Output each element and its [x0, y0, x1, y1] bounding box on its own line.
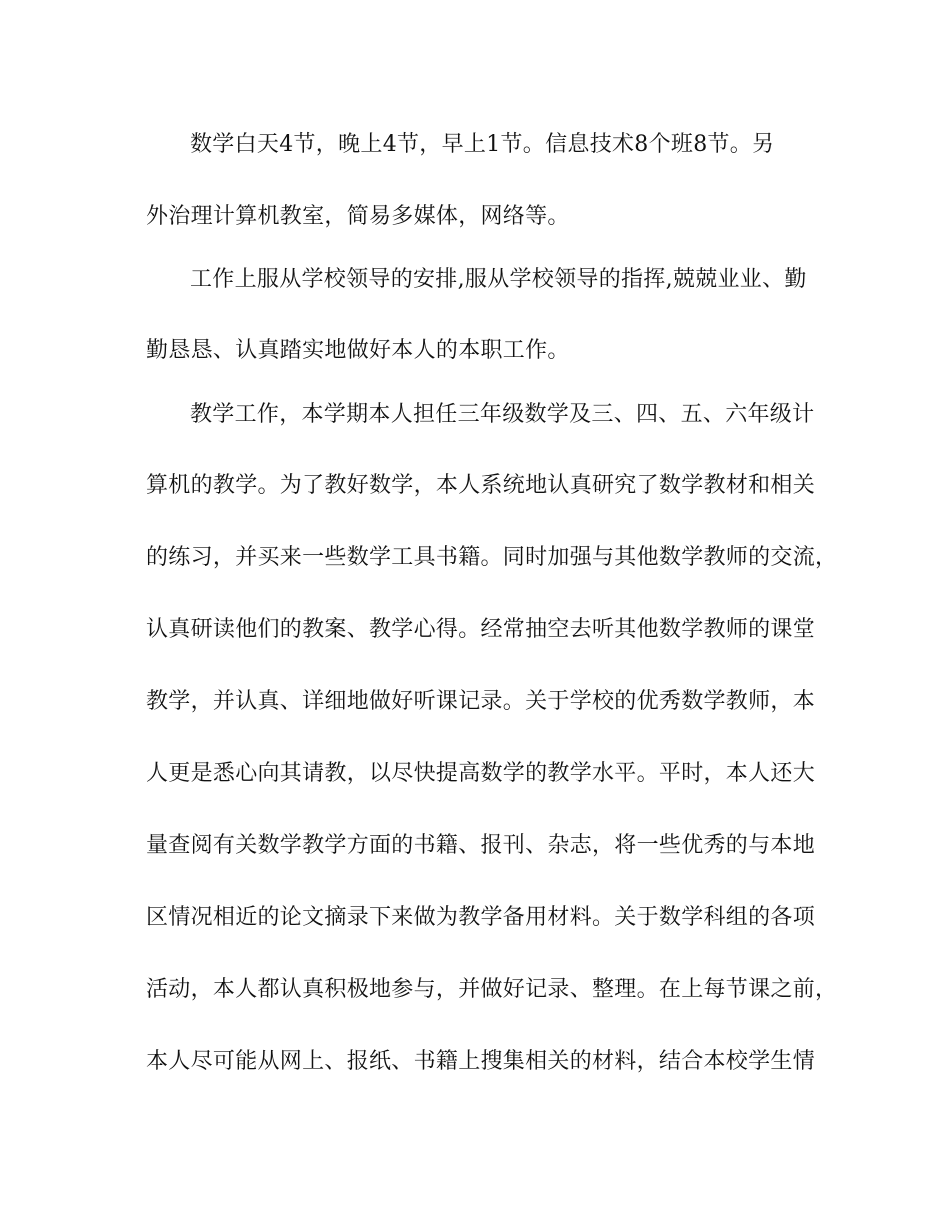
paragraph-1-line-1: 数学白天4节，晚上4节，早上1节。信息技术8个班8节。另 — [190, 132, 775, 157]
paragraph-3-line-5: 教学，并认真、详细地做好听课记录。关于学校的优秀数学教师，本 — [146, 689, 816, 714]
paragraph-2-line-2: 勤恳恳、认真踏实地做好本人的本职工作。 — [146, 338, 570, 363]
paragraph-3-line-1: 教学工作，本学期本人担任三年级数学及三、四、五、六年级计 — [190, 402, 815, 427]
paragraph-3-line-3: 的练习，并买来一些数学工具书籍。同时加强与其他数学教师的交流， — [146, 545, 838, 570]
paragraph-3-line-7: 量查阅有关数学教学方面的书籍、报刊、杂志，将一些优秀的与本地 — [146, 833, 816, 858]
paragraph-3-line-4: 认真研读他们的教案、教学心得。经常抽空去听其他数学教师的课堂 — [146, 617, 816, 642]
paragraph-3-line-10: 本人尽可能从网上、报纸、书籍上搜集相关的材料，结合本校学生情 — [146, 1049, 816, 1074]
paragraph-3-line-9: 活动，本人都认真积极地参与，并做好记录、整理。在上每节课之前， — [146, 977, 838, 1002]
paragraph-3-line-2: 算机的教学。为了教好数学，本人系统地认真研究了数学教材和相关 — [146, 473, 816, 498]
paragraph-3-line-8: 区情况相近的论文摘录下来做为教学备用材料。关于数学科组的各项 — [146, 905, 816, 930]
paragraph-2-line-1: 工作上服从学校领导的安排,服从学校领导的指挥,兢兢业业、勤 — [190, 267, 807, 292]
paragraph-1-line-2: 外治理计算机教室，简易多媒体，网络等。 — [146, 204, 570, 229]
paragraph-3-line-6: 人更是悉心向其请教，以尽快提高数学的教学水平。平时，本人还大 — [146, 761, 816, 786]
